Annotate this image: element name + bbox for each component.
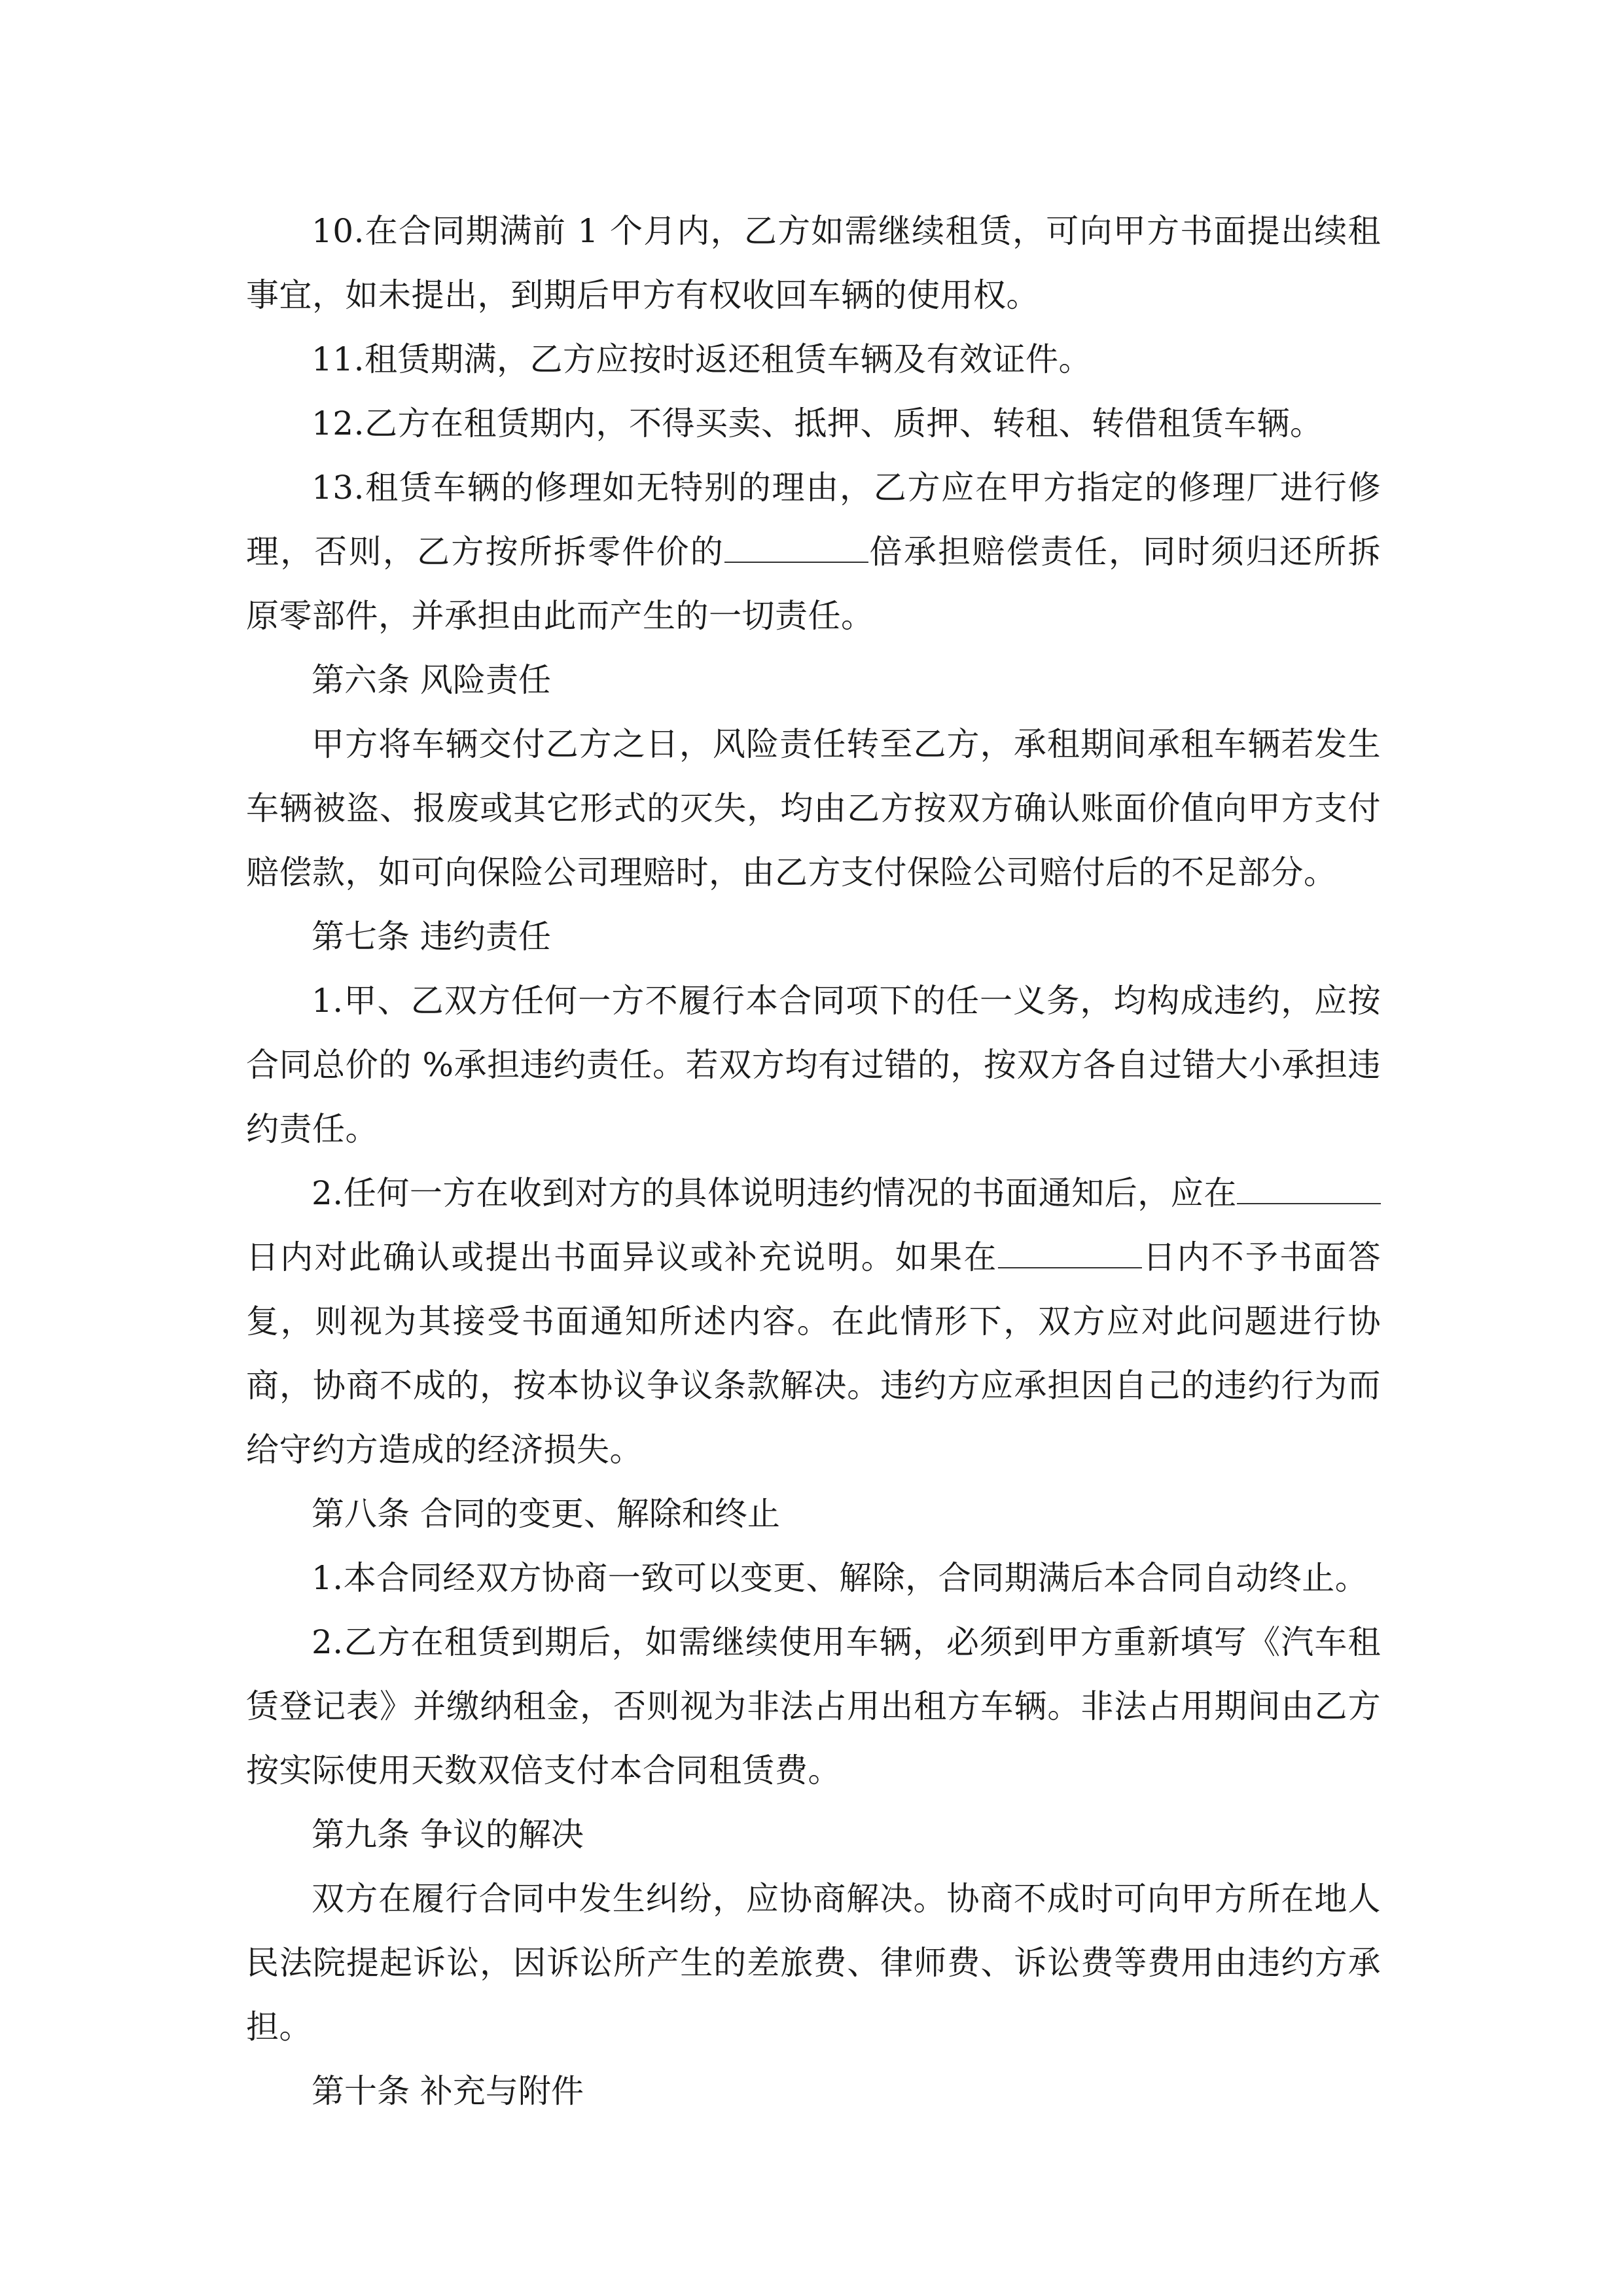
clause-13-text-a: 13.租赁车辆的修理如无特别的理由，乙方应在甲方指定的修理厂进行修理，否则，乙方按所拆零件价的	[246, 469, 1381, 571]
article-9-title: 第九条 争议的解决	[312, 1816, 584, 1854]
article-6-body	[246, 712, 1381, 905]
fill-in-blank	[724, 533, 868, 563]
article-8-clause-2-text: 2.乙方在租赁到期后，如需继续使用车辆，必须到甲方重新填写《汽车租赁登记表》并缴纳租金，否则视为非法占用出租方车辆。非法占用期间由乙方按实际使用天数双倍支付本合同租赁费。	[246, 1623, 1381, 1789]
article-8-title: 第八条 合同的变更、解除和终止	[312, 1495, 780, 1533]
article-7-clause-2-text-a: 2.任何一方在收到对方的具体说明违约情况的书面通知后，应在	[312, 1174, 1237, 1212]
article-9-heading	[246, 1803, 1381, 1867]
document-body	[246, 199, 1381, 2123]
clause-12-text: 12.乙方在租赁期内，不得买卖、抵押、质押、转租、转借租赁车辆。	[312, 404, 1323, 442]
clause-10-text: 10.在合同期满前 1 个月内，乙方如需继续租赁，可向甲方书面提出续租事宜，如未提出，到期后甲方有权收回车辆的使用权。	[246, 212, 1381, 314]
article-8-heading	[246, 1482, 1381, 1546]
clause-12	[246, 391, 1381, 456]
article-10-title: 第十条 补充与附件	[312, 2072, 584, 2110]
article-9-body	[246, 1867, 1381, 2059]
fill-in-blank	[998, 1238, 1142, 1268]
clause-13-text-b: 倍承担赔偿责任，同时须归还所拆原零部件，并承担由此而产生的一切责任。	[246, 533, 1382, 635]
clause-10	[246, 199, 1381, 327]
article-6-heading	[246, 648, 1381, 712]
clause-13	[246, 456, 1381, 648]
article-7-heading	[246, 905, 1381, 969]
article-8-clause-1-text: 1.本合同经双方协商一致可以变更、解除，合同期满后本合同自动终止。	[312, 1559, 1368, 1597]
article-6-text: 甲方将车辆交付乙方之日，风险责任转至乙方，承租期间承租车辆若发生车辆被盗、报废或其它形式的灭失，均由乙方按双方确认账面价值向甲方支付赔偿款，如可向保险公司理赔时，由乙方支付保险公司赔付后的不足部分。	[246, 725, 1381, 891]
article-8-clause-1	[246, 1546, 1381, 1610]
article-7-clause-2-text-b: 日内对此确认或提出书面异议或补充说明。如果在	[246, 1238, 998, 1276]
article-6-title: 第六条 风险责任	[312, 661, 551, 699]
clause-11-text: 11.租赁期满，乙方应按时返还租赁车辆及有效证件。	[312, 340, 1092, 378]
article-7-title: 第七条 违约责任	[312, 918, 551, 956]
article-7-clause-1	[246, 969, 1381, 1161]
fill-in-blank	[1237, 1174, 1381, 1204]
article-7-clause-2	[246, 1161, 1381, 1482]
clause-11	[246, 327, 1381, 391]
article-9-text: 双方在履行合同中发生纠纷，应协商解决。协商不成时可向甲方所在地人民法院提起诉讼，因诉讼所产生的差旅费、律师费、诉讼费等费用由违约方承担。	[246, 1880, 1381, 2046]
article-10-heading	[246, 2059, 1381, 2123]
article-7-clause-1-text: 1.甲、乙双方任何一方不履行本合同项下的任一义务，均构成违约，应按合同总价的 %承担违约责任。若双方均有过错的，按双方各自过错大小承担违约责任。	[246, 982, 1381, 1148]
article-7-clause-2-text-c: 日内不予书面答复，则视为其接受书面通知所述内容。在此情形下，双方应对此问题进行协商，协商不成的，按本协议争议条款解决。违约方应承担因自己的违约行为而给守约方造成的经济损失。	[246, 1238, 1382, 1469]
article-8-clause-2	[246, 1610, 1381, 1803]
